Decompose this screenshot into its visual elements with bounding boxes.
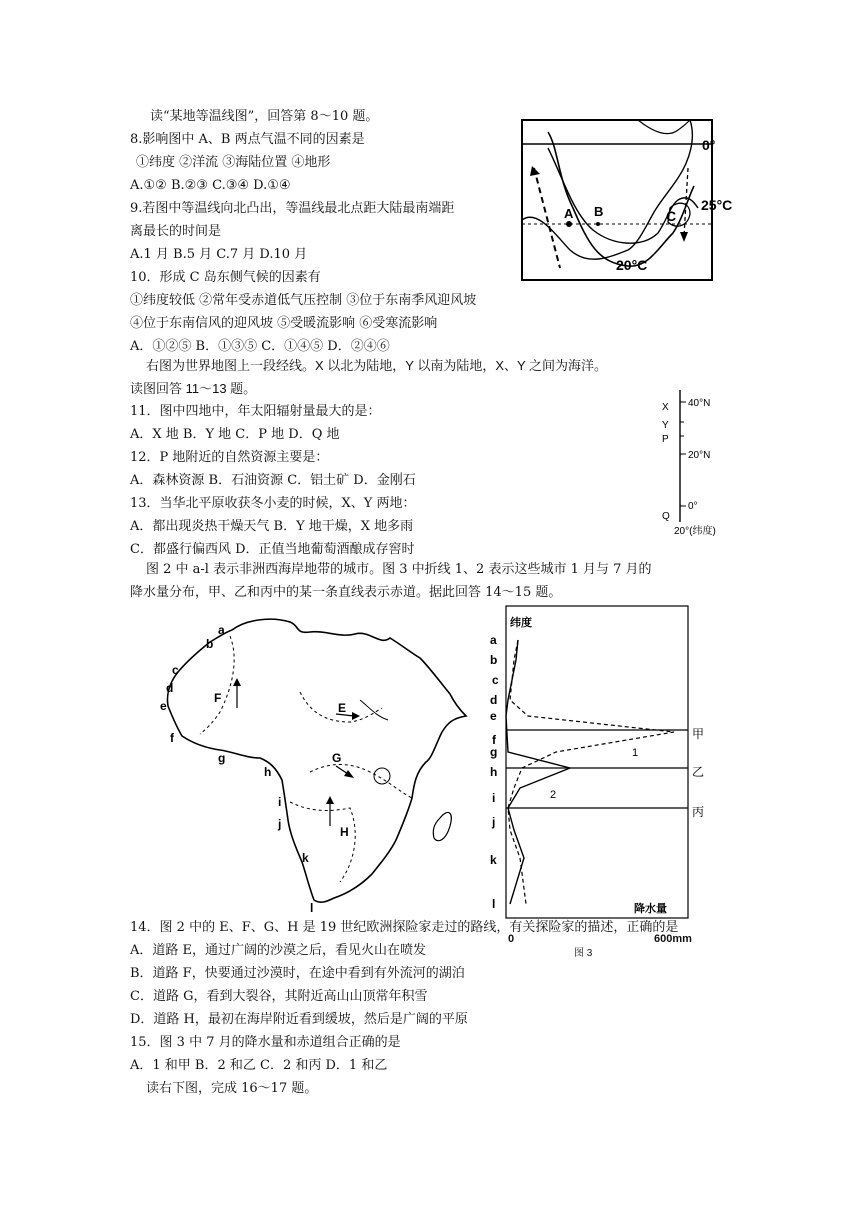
route-g-path bbox=[310, 765, 412, 799]
city-label-i: i bbox=[278, 795, 282, 809]
q10-stem: 10．形成 C 岛东侧气候的因素有 bbox=[130, 270, 321, 285]
madagascar-outline bbox=[433, 812, 451, 840]
label-20n: 20°N bbox=[688, 450, 711, 461]
label-jia: 甲 bbox=[692, 727, 705, 741]
q13-stem: 13．当华北平原收获冬小麦的时候，X、Y 两地： bbox=[130, 496, 416, 511]
q15-options: A．1 和甲 B．2 和乙 C．2 和丙 D．1 和乙 bbox=[130, 1058, 388, 1073]
q8-factors: ①纬度 ②洋流 ③海陆位置 ④地形 bbox=[136, 155, 331, 170]
africa-map bbox=[150, 612, 470, 917]
chart-xlabel: 降水量 bbox=[634, 903, 667, 915]
chart-city-e: e bbox=[490, 709, 497, 723]
label-20c: 20°C bbox=[616, 257, 648, 273]
series-2-line bbox=[506, 640, 570, 904]
q14-option-c: C．道路 G，看到大裂谷，其附近高山山顶常年积雪 bbox=[130, 989, 428, 1004]
q8-stem: 8.影响图中 A、B 两点气温不同的因素是 bbox=[130, 132, 365, 147]
q12-stem: 12．P 地附近的自然资源主要是： bbox=[130, 450, 329, 465]
city-label-k: k bbox=[302, 851, 309, 865]
q10-options: A．①②⑤ B．①③⑤ C．①④⑤ D．②④⑥ bbox=[130, 339, 390, 354]
chart-city-d: d bbox=[490, 693, 498, 707]
q13-options-cd: C．都盛行偏西风 D．正值当地葡萄酒酿成存窖时 bbox=[130, 542, 415, 557]
q9-options: A.1 月 B.5 月 C.7 月 D.10 月 bbox=[130, 247, 308, 262]
series-2-label: 2 bbox=[550, 789, 557, 801]
label-25c: 25°C bbox=[701, 197, 733, 213]
label-a: A bbox=[564, 206, 574, 221]
arrow-e-icon bbox=[352, 712, 360, 720]
label-bing: 丙 bbox=[692, 805, 705, 819]
chart-city-j: j bbox=[492, 815, 496, 829]
chart-city-a: a bbox=[490, 633, 497, 647]
q14-option-a: A．道路 E，通过广阔的沙漠之后，看见火山在喷发 bbox=[130, 943, 427, 958]
series-1-line bbox=[508, 640, 674, 904]
q14-15-intro-2: 降水量分布，甲、乙和丙中的某一条直线表示赤道。据此回答 14～15 题。 bbox=[130, 585, 562, 600]
series-1-label: 1 bbox=[632, 747, 639, 759]
chart-tick-600: 600mm bbox=[654, 933, 692, 945]
q14-stem: 14．图 2 中的 E、F、G、H 是 19 世纪欧洲探险家走过的路线，有关探险家的描述，正确的是 bbox=[130, 920, 679, 935]
chart-city-c: c bbox=[492, 673, 499, 687]
q14-option-d: D．道路 H，最初在海岸附近看到缓坡，然后是广阔的平原 bbox=[130, 1012, 468, 1027]
q14-15-intro-1: 图 2 中 a-l 表示非洲西海岸地带的城市。图 3 中折线 1、2 表示这些城市 1 月与 7 月的 bbox=[146, 562, 652, 577]
q15-stem: 15．图 3 中 7 月的降水量和赤道组合正确的是 bbox=[130, 1035, 401, 1050]
arrow-head-c-icon bbox=[680, 232, 688, 242]
chart-axis-title: 纬度 bbox=[510, 617, 532, 629]
city-label-j: j bbox=[278, 817, 282, 831]
q8-10-intro: 读“某地等温线图”，回答第 8～10 题。 bbox=[150, 109, 379, 124]
arrow-f-icon bbox=[233, 678, 241, 686]
arrow-h-icon bbox=[326, 796, 334, 804]
chart-frame bbox=[506, 606, 688, 918]
q10-factors-2: ④位于东南信风的迎风坡 ⑤受暖流影响 ⑥受寒流影响 bbox=[130, 316, 438, 331]
point-b-dot bbox=[596, 222, 600, 226]
chart-city-g: g bbox=[490, 745, 498, 759]
label-b: B bbox=[594, 204, 604, 219]
q14-option-b: B．道路 F，快要通过沙漠时，在途中看到有外流河的湖泊 bbox=[130, 966, 465, 981]
meridian-diagram bbox=[650, 386, 750, 538]
label-y: Y bbox=[662, 420, 669, 431]
q10-factors-1: ①纬度较低 ②常年受赤道低气压控制 ③位于东南季风迎风坡 bbox=[130, 293, 477, 308]
q11-options: A．X 地 B．Y 地 C．P 地 D．Q 地 bbox=[130, 427, 340, 442]
city-label-b: b bbox=[206, 637, 214, 651]
label-yi: 乙 bbox=[692, 765, 705, 779]
chart-city-k: k bbox=[490, 853, 497, 867]
africa-outline bbox=[167, 619, 466, 902]
lake-victoria bbox=[374, 768, 390, 784]
label-0-degree: 0° bbox=[702, 137, 716, 153]
point-a-dot bbox=[566, 221, 572, 227]
chart-city-f: f bbox=[492, 733, 496, 747]
coastline-north bbox=[638, 120, 690, 134]
label-c: C bbox=[666, 208, 677, 224]
q9-stem-line2: 离最长的时间是 bbox=[130, 224, 222, 239]
figure3-caption: 图 3 bbox=[574, 948, 593, 959]
label-q: Q bbox=[662, 511, 670, 522]
q11-13-intro-2: 读图回答 11～13 题。 bbox=[130, 381, 257, 396]
route-h-path bbox=[290, 802, 355, 882]
route-label-f: F bbox=[214, 691, 222, 705]
arrow-head-icon bbox=[530, 166, 540, 176]
q12-options: A．森林资源 B．石油资源 C．铝土矿 D．金刚石 bbox=[130, 473, 416, 488]
q8-options: A.①② B.②③ C.③④ D.①④ bbox=[130, 178, 291, 193]
label-bottom: 20°(纬度) bbox=[674, 526, 716, 537]
q13-options-ab: A．都出现炎热干燥天气 B．Y 地干燥，X 地多雨 bbox=[130, 519, 414, 534]
chart-city-l: l bbox=[492, 897, 496, 911]
route-label-h: H bbox=[340, 825, 349, 839]
city-label-c: c bbox=[172, 663, 179, 677]
precip-chart bbox=[484, 604, 730, 926]
label-p: P bbox=[662, 434, 669, 445]
isotherm-map bbox=[518, 118, 760, 284]
chart-tick-0: 0 bbox=[508, 933, 515, 945]
city-label-a: a bbox=[218, 623, 225, 637]
city-label-h: h bbox=[264, 765, 272, 779]
q9-stem-line1: 9.若图中等温线向北凸出，等温线最北点距大陆最南端距 bbox=[130, 201, 455, 216]
chart-city-b: b bbox=[490, 653, 498, 667]
arrow-g-icon bbox=[344, 770, 354, 778]
chart-city-h: h bbox=[490, 765, 498, 779]
q11-13-intro-1: 右图为世界地图上一段经线。X 以北为陆地，Y 以南为陆地，X、Y 之间为海洋。 bbox=[146, 358, 608, 373]
nile-river bbox=[360, 700, 388, 720]
cold-current-arrow bbox=[534, 168, 560, 268]
chart-city-i: i bbox=[492, 791, 496, 805]
route-label-e: E bbox=[338, 701, 347, 715]
label-40n: 40°N bbox=[688, 398, 711, 409]
label-x: X bbox=[662, 402, 669, 413]
q11-stem: 11．图中四地中，年太阳辐射量最大的是： bbox=[130, 404, 381, 419]
isotherm-20 bbox=[548, 132, 694, 266]
city-label-l: l bbox=[310, 901, 314, 915]
city-label-d: d bbox=[166, 681, 174, 695]
city-label-g: g bbox=[218, 751, 226, 765]
city-label-e: e bbox=[160, 699, 167, 713]
label-0-lat: 0° bbox=[688, 501, 698, 512]
city-label-f: f bbox=[170, 731, 174, 745]
route-label-g: G bbox=[332, 751, 342, 765]
q16-17-intro: 读右下图，完成 16～17 题。 bbox=[146, 1081, 318, 1096]
